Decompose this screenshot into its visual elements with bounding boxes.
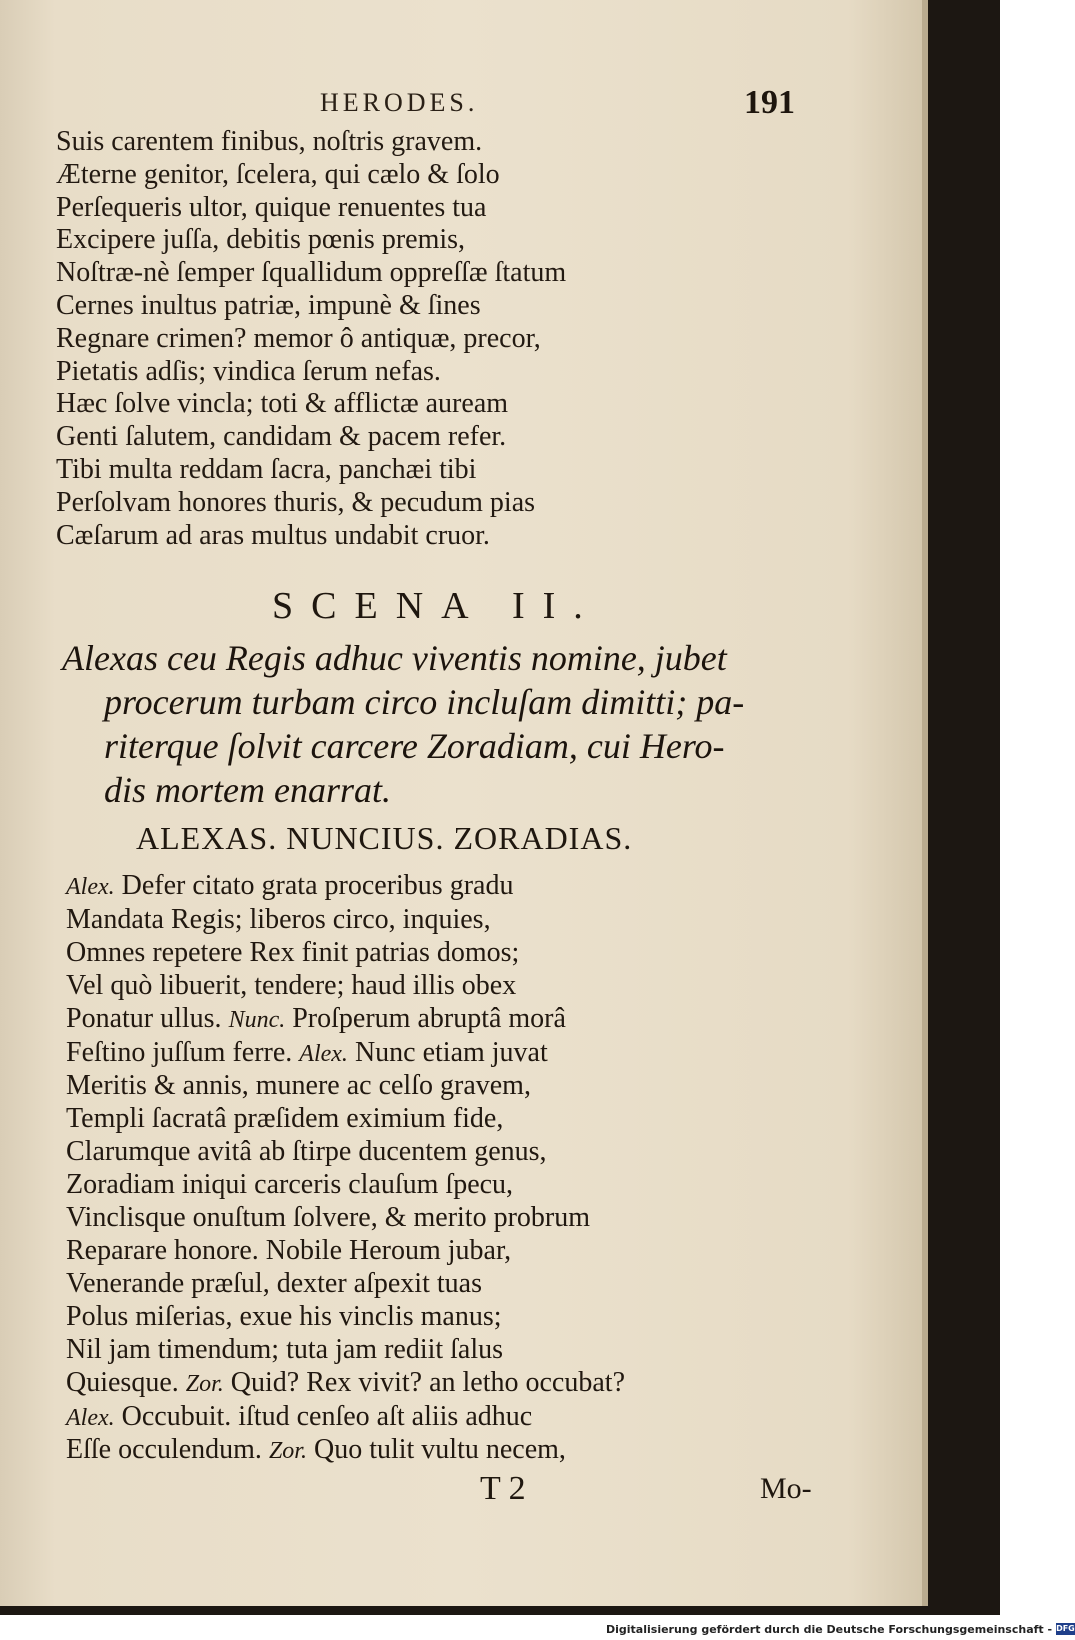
- dialogue-line: [66, 1301, 786, 1334]
- catchword: Mo-: [760, 1472, 812, 1505]
- page-footer: [0, 1470, 922, 1520]
- dialogue-text: Mandata Regis; liberos circo, inquies,: [66, 903, 491, 935]
- scene-argument: [62, 636, 822, 812]
- dialogue-text: Vinclisque onuſtum ſolvere, & merito probrum: [66, 1202, 591, 1234]
- dialogue-line: [66, 1003, 786, 1037]
- page-number: 191: [744, 84, 795, 121]
- dialogue-text: Quiesque.: [66, 1366, 186, 1398]
- dialogue-line: [66, 870, 786, 904]
- dialogue-line: [66, 937, 786, 970]
- speaker-label: Nunc.: [228, 1006, 286, 1033]
- dialogue-line: [66, 1334, 786, 1367]
- dialogue-text: Venerande præſul, dexter aſpexit tuas: [66, 1267, 482, 1299]
- dialogue-text: Nunc etiam juvat: [347, 1036, 548, 1068]
- verse-line: Hæc ſolve vincla; toti & afflictæ auream: [56, 388, 509, 420]
- dialogue-text: Zoradiam iniqui carceris clauſum ſpecu,: [66, 1169, 514, 1201]
- running-title: HERODES.: [320, 88, 479, 117]
- verse-line: Tibi multa reddam ſacra, panchæi tibi: [56, 453, 477, 485]
- dialogue-line: [66, 1202, 786, 1235]
- dramatis-personae: ALEXAS. NUNCIUS. ZORADIAS.: [136, 820, 633, 856]
- dialogue-text: Reparare honore. Nobile Heroum jubar,: [66, 1234, 512, 1266]
- dialogue-line: [66, 904, 786, 937]
- page-header: [0, 84, 922, 124]
- dialogue-text: Occubuit. iſtud cenſeo aſt aliis adhuc: [114, 1400, 533, 1432]
- dialogue-text: Polus miſerias, exue his vinclis manus;: [66, 1300, 502, 1332]
- verse-line: Æterne genitor, ſcelera, qui cælo & ſolo: [56, 158, 500, 190]
- dialogue-text: Eſſe occulendum.: [66, 1434, 269, 1466]
- scene-title: SCENA II.: [272, 585, 601, 627]
- verse-line: Excipere juſſa, debitis pœnis premis,: [56, 224, 466, 256]
- verse-line: Cernes inultus patriæ, impunè & ſines: [56, 289, 481, 321]
- dialogue-text: Templi ſacratâ præſidem eximium fide,: [66, 1103, 504, 1135]
- digitization-note-text: Digitalisierung gefördert durch die Deutsche Forschungsgemeinschaft -: [606, 1622, 1053, 1636]
- digitization-note: [606, 1620, 1075, 1638]
- dialogue-text: Omnes repetere Rex finit patrias domos;: [66, 936, 520, 968]
- speaker-label: Alex.: [66, 874, 115, 900]
- dialogue-text: Quo tulit vultu necem,: [306, 1434, 566, 1466]
- speaker-label: Zor.: [268, 1438, 307, 1465]
- dialogue-text: Ponatur ullus.: [66, 1002, 229, 1034]
- verse-line: Genti ſalutem, candidam & pacem refer.: [56, 421, 507, 453]
- speaker-label: Alex.: [299, 1040, 348, 1067]
- dialogue-line: [66, 1268, 786, 1301]
- signature-mark: T 2: [480, 1470, 526, 1507]
- argument-line: dis mortem enarrat.: [104, 770, 391, 810]
- dialogue-text: Quid? Rex vivit? an letho occubat?: [223, 1366, 625, 1398]
- dialogue-text: Nil jam timendum; tuta jam rediit ſalus: [66, 1333, 504, 1365]
- argument-line: procerum turbam circo incluſam dimitti; pa-: [104, 682, 745, 722]
- dialogue-text: Feſtino juſſum ferre.: [66, 1036, 300, 1068]
- verse-line: Cæſarum ad aras multus undabit cruor.: [56, 519, 490, 551]
- argument-line: Alexas ceu Regis adhuc viventis nomine, jubet: [62, 638, 727, 678]
- speaker-label: Alex.: [66, 1404, 115, 1431]
- dialogue-line: [66, 1037, 786, 1071]
- speaker-label: Zor.: [185, 1370, 224, 1397]
- dialogue-line: [66, 1235, 786, 1268]
- dfg-logo-icon: DFG: [1056, 1624, 1075, 1633]
- verse-line: Perſequeris ultor, quique renuentes tua: [56, 191, 487, 223]
- dialogue-line: [66, 1169, 786, 1202]
- verse-line: Regnare crimen? memor ô antiquæ, precor,: [56, 322, 541, 354]
- dialogue-line: [66, 1070, 786, 1103]
- dialogue-text: Clarumque avitâ ab ſtirpe ducentem genus,: [66, 1136, 547, 1168]
- dialogue-text: Vel quò libuerit, tendere; haud illis obex: [66, 969, 517, 1001]
- dialogue-line: [66, 1136, 786, 1169]
- verse-line: Pietatis adſis; vindica ſerum nefas.: [56, 355, 441, 387]
- dialogue-line: [66, 970, 786, 1003]
- dialogue-line: [66, 1401, 786, 1435]
- dialogue-text: Proſperum abruptâ morâ: [285, 1002, 566, 1034]
- dialogue-block: [66, 870, 786, 1468]
- dialogue-line: [66, 1367, 786, 1401]
- argument-line: riterque ſolvit carcere Zoradiam, cui Hero-: [104, 726, 725, 766]
- dialogue-line: [66, 1434, 786, 1468]
- dialogue-line: [66, 1103, 786, 1136]
- verse-line: Perſolvam honores thuris, & pecudum pias: [56, 486, 536, 518]
- dialogue-text: Defer citato grata proceribus gradu: [114, 870, 514, 901]
- dialogue-text: Meritis & annis, munere ac celſo gravem,: [66, 1070, 531, 1102]
- verse-block: [56, 126, 756, 552]
- verse-line: Suis carentem finibus, noſtris gravem.: [56, 126, 483, 157]
- verse-line: Noſtræ-nè ſemper ſquallidum oppreſſæ ſtatum: [56, 257, 567, 289]
